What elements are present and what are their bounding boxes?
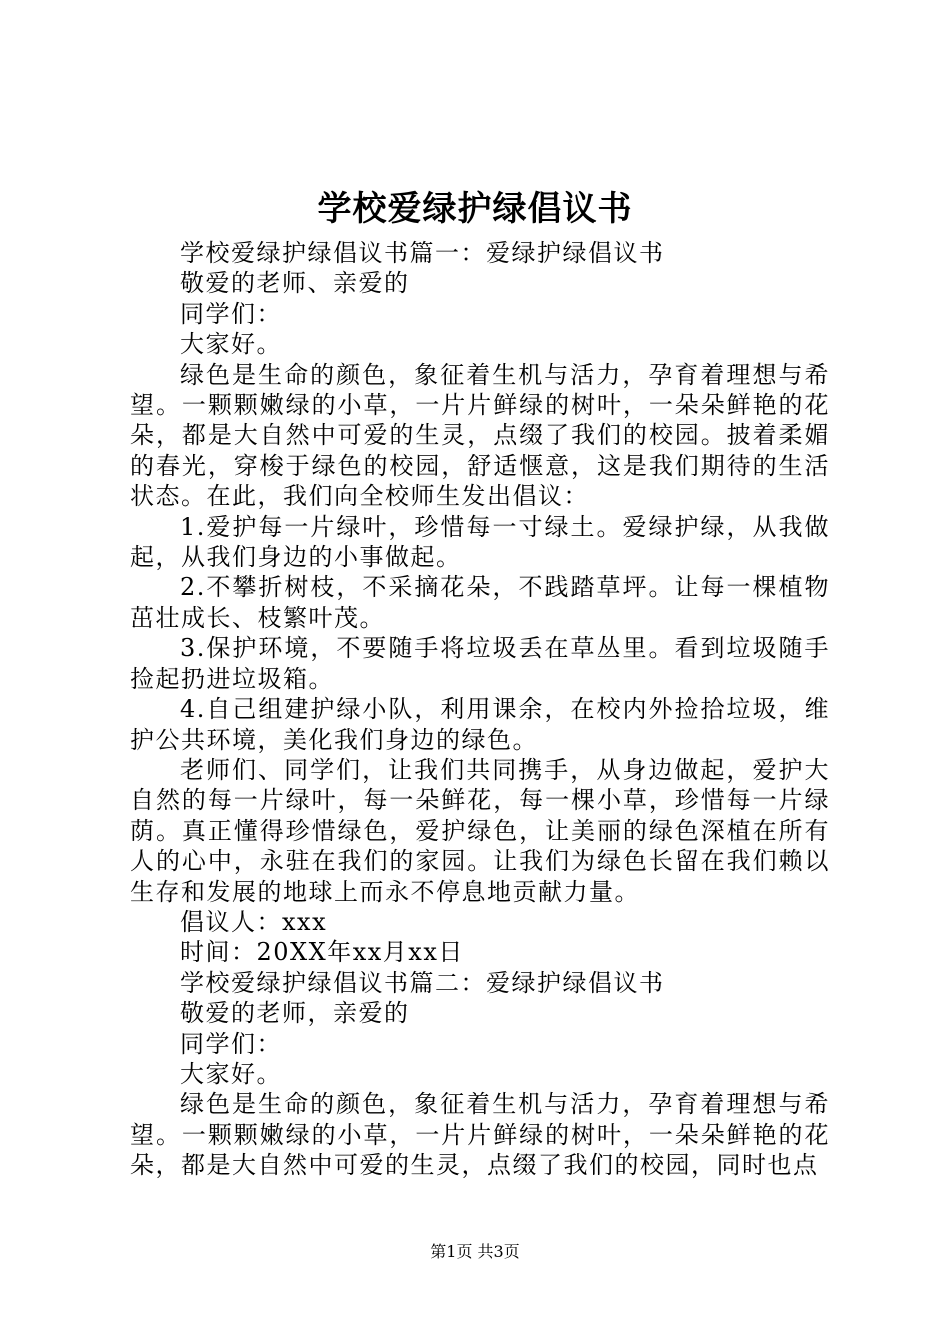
list-item: 2.不攀折树枝，不采摘花朵，不践踏草坪。让每一棵植物茁壮成长、枝繁叶茂。 <box>130 573 830 632</box>
section-heading: 学校爱绿护绿倡议书篇一：爱绿护绿倡议书 <box>180 239 665 267</box>
document-body <box>130 238 830 1181</box>
list-item: 3.保护环境，不要随手将垃圾丢在草丛里。看到垃圾随手捡起扔进垃圾箱。 <box>130 634 830 693</box>
list-item: 4.自己组建护绿小队，利用课余，在校内外捡拾垃圾，维护公共环境，美化我们身边的绿色。 <box>130 695 830 754</box>
paragraph: 老师们、同学们，让我们共同携手，从身边做起，爱护大自然的每一片绿叶，每一朵鲜花，每一棵小草，珍惜每一片绿荫。真正懂得珍惜绿色，爱护绿色，让美丽的绿色深植在所有人的心中，永驻在我们的家园。让我们为绿色长留在我们赖以生存和发展的地球上而永不停息地贡献力量。 <box>130 755 830 906</box>
paragraph: 绿色是生命的颜色，象征着生机与活力，孕育着理想与希望。一颗颗嫩绿的小草，一片片鲜绿的树叶，一朵朵鲜艳的花朵，都是大自然中可爱的生灵，点缀了我们的校园，同时也点 <box>130 1090 830 1180</box>
document-title: 学校爱绿护绿倡议书 <box>317 189 633 229</box>
signature: 倡议人：xxx <box>180 907 328 936</box>
paragraph: 绿色是生命的颜色，象征着生机与活力，孕育着理想与希望。一颗颗嫩绿的小草，一片片鲜绿的树叶，一朵朵鲜艳的花朵，都是大自然中可爱的生灵，点缀了我们的校园。披着柔媚的春光，穿梭于绿色的校园，舒适惬意，这是我们期待的生活状态。在此，我们向全校师生发出倡议： <box>130 360 830 511</box>
greeting: 大家好。 <box>180 330 282 359</box>
salutation: 同学们： <box>180 1029 282 1058</box>
salutation: 敬爱的老师，亲爱的 <box>180 999 410 1028</box>
section-heading: 学校爱绿护绿倡议书篇二：爱绿护绿倡议书 <box>180 968 665 997</box>
page-footer: 第1页 共3页 <box>430 1242 520 1261</box>
list-item: 1.爱护每一片绿叶，珍惜每一寸绿土。爱绿护绿，从我做起，从我们身边的小事做起。 <box>130 512 830 572</box>
salutation: 同学们： <box>180 299 282 328</box>
salutation: 敬爱的老师、亲爱的 <box>180 269 410 298</box>
date-line: 时间：20XX年xx月xx日 <box>180 938 464 967</box>
greeting: 大家好。 <box>180 1059 282 1088</box>
